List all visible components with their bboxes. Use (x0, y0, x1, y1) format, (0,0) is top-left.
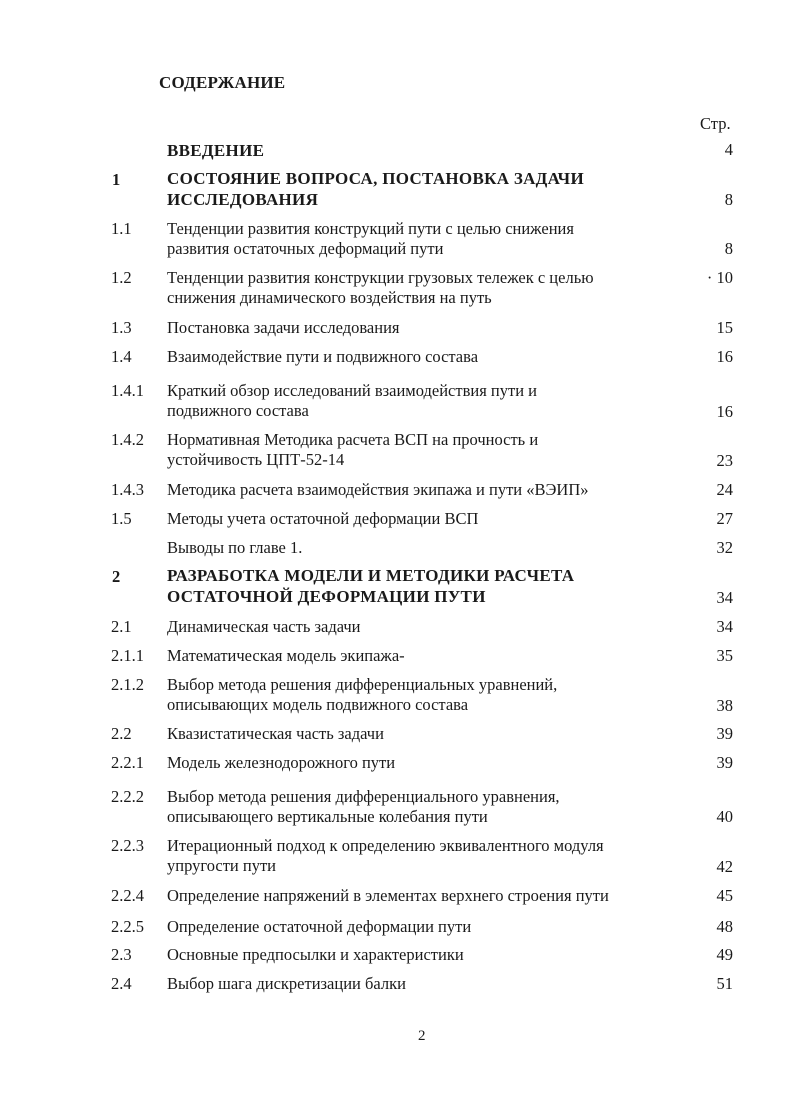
toc-entry-page: 4 (724, 140, 733, 159)
toc-entry-page: 38 (716, 696, 733, 715)
toc-entry-number: 1.1 (111, 219, 132, 238)
toc-entry-text: Постановка задачи исследования (167, 318, 400, 337)
document-title: СОДЕРЖАНИЕ (159, 73, 286, 92)
toc-entry-text: Взаимодействие пути и подвижного состава (167, 347, 479, 366)
toc-entry-number: 2.1.2 (111, 675, 144, 694)
toc-entry-number: 2.1 (111, 617, 132, 636)
toc-entry-number: 2 (112, 567, 121, 586)
toc-entry-number: 1.4.2 (111, 430, 144, 449)
toc-entry-text: Выводы по главе 1. (167, 538, 303, 557)
toc-entry-number: 2.1.1 (111, 646, 144, 665)
toc-entry-number: 1.4 (111, 347, 132, 366)
toc-entry-page: 34 (716, 617, 733, 636)
toc-entry-page: 16 (716, 402, 733, 421)
page-column-header: Стр. (700, 114, 731, 133)
toc-entry-page: 42 (716, 857, 733, 876)
toc-entry-number: 2.2.5 (111, 917, 144, 936)
toc-entry-number: 1.3 (111, 318, 132, 337)
toc-entry-page: 45 (716, 886, 733, 905)
toc-entry-page: 15 (716, 318, 733, 337)
toc-entry-number: 1.4.3 (111, 480, 144, 499)
toc-entry-text: Динамическая часть задачи (167, 617, 361, 636)
toc-entry-number: 2.2 (111, 724, 132, 743)
toc-entry-text: Математическая модель экипажа- (167, 646, 405, 665)
toc-entry-text: Тенденции развития конструкций пути с целью снижения развития остаточных деформаций пути (167, 219, 574, 258)
page-number: 2 (418, 1028, 426, 1044)
toc-entry-page: 32 (716, 538, 733, 557)
toc-entry-text: Методы учета остаточной деформации ВСП (167, 509, 479, 528)
toc-entry-page: 16 (716, 347, 733, 366)
toc-entry-text: Нормативная Методика расчета ВСП на прочность и устойчивость ЦПТ-52-14 (167, 430, 539, 469)
toc-entry-number: 1.4.1 (111, 381, 144, 400)
toc-entry-text: Тенденции развития конструкции грузовых тележек с целью снижения динамического воздействия на путь (167, 268, 594, 307)
toc-entry-page: 35 (716, 646, 733, 665)
toc-entry-page: 23 (716, 451, 733, 470)
toc-entry-text: Выбор метода решения дифференциальных уравнений, описывающих модель подвижного состава (167, 675, 558, 714)
toc-entry-text: ВВЕДЕНИЕ (167, 141, 265, 160)
toc-entry-text: Методика расчета взаимодействия экипажа и пути «ВЭИП» (167, 480, 589, 499)
toc-entry-page: 27 (716, 509, 733, 528)
toc-entry-page: 24 (716, 480, 733, 499)
toc-entry-page: 8 (724, 239, 733, 258)
toc-entry-text: Основные предпосылки и характеристики (167, 945, 464, 964)
toc-entry-number: 2.2.2 (111, 787, 144, 806)
toc-entry-text: Краткий обзор исследований взаимодействия пути и подвижного состава (167, 381, 538, 420)
toc-entry-page: 34 (716, 588, 733, 607)
toc-entry-page: 48 (716, 917, 733, 936)
toc-entry-number: 1.2 (111, 268, 132, 287)
toc-entry-number: 2.4 (111, 974, 132, 993)
toc-entry-number: 2.2.1 (111, 753, 144, 772)
toc-entry-page: 8 (724, 190, 733, 209)
toc-entry-page: 51 (716, 974, 733, 993)
toc-entry-page: 39 (716, 753, 733, 772)
toc-entry-text: Выбор метода решения дифференциального уравнения, описывающего вертикальные колебания пути (167, 787, 560, 826)
toc-entry-text: Определение напряжений в элементах верхнего строения пути (167, 886, 609, 905)
toc-entry-text: Выбор шага дискретизации балки (167, 974, 406, 993)
toc-entry-number: 2.2.4 (111, 886, 144, 905)
toc-entry-page: 49 (716, 945, 733, 964)
toc-entry-number: 2.3 (111, 945, 132, 964)
toc-entry-page: · 10 (706, 268, 733, 287)
toc-entry-text: Квазистатическая часть задачи (167, 724, 384, 743)
toc-entry-text: Определение остаточной деформации пути (167, 917, 472, 936)
toc-entry-text: Модель железнодорожного пути (167, 753, 396, 772)
toc-entry-page: 39 (716, 724, 733, 743)
toc-entry-number: 1.5 (111, 509, 132, 528)
toc-entry-number: 2.2.3 (111, 836, 144, 855)
toc-entry-text: Итерационный подход к определению эквивалентного модуля упругости пути (167, 836, 604, 875)
toc-entry-number: 1 (112, 170, 121, 189)
toc-entry-text: РАЗРАБОТКА МОДЕЛИ И МЕТОДИКИ РАСЧЕТА ОСТАТОЧНОЙ ДЕФОРМАЦИИ ПУТИ (167, 566, 575, 606)
toc-entry-page: 40 (716, 807, 733, 826)
toc-entry-text: СОСТОЯНИЕ ВОПРОСА, ПОСТАНОВКА ЗАДАЧИ ИССЛЕДОВАНИЯ (167, 169, 584, 209)
